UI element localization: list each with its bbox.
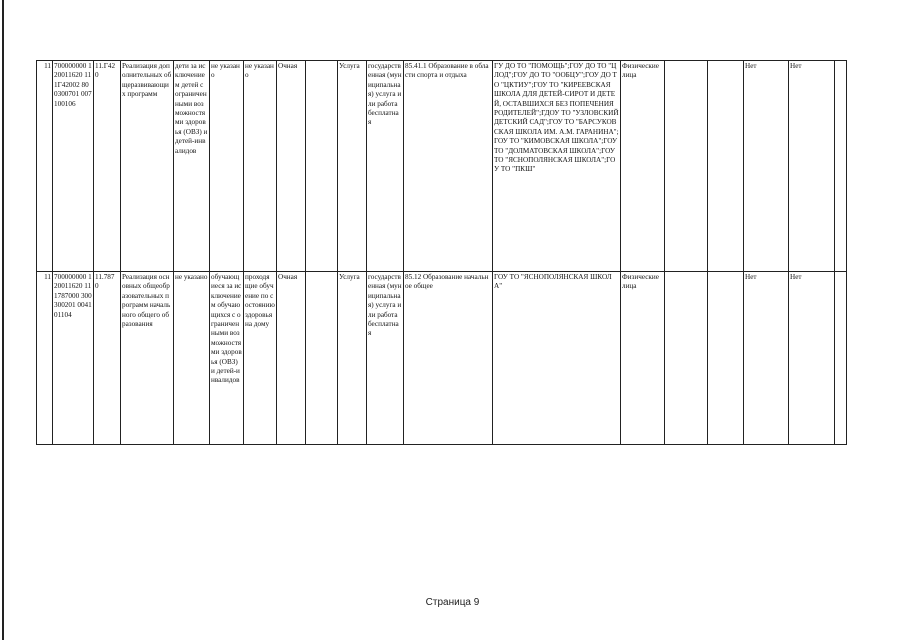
service-attribute-2: не указано <box>244 61 277 272</box>
flag-no-1: Нет <box>744 272 789 445</box>
row-number: 11 <box>37 272 53 445</box>
delivery-form: Очная <box>277 272 306 445</box>
service-attribute-1: не указано <box>210 61 244 272</box>
row-number: 11 <box>37 61 53 272</box>
flag-no-2: Нет <box>789 272 835 445</box>
item-type: Услуга <box>338 61 367 272</box>
empty-cell <box>835 272 847 445</box>
okved-code: 85.41.1 Образование в области спорта и отдыха <box>404 61 493 272</box>
service-name: Реализация основных общеобразовательных программ начального общего образования <box>121 272 174 445</box>
institutions-list: ГУ ДО ТО "ПОМОЩЬ";ГОУ ДО ТО "ЦЛОД";ГОУ ДО ТО "ООБЦУ";ГОУ ДО ТО "ЦКТИУ";ГОУ ТО "КИРЕЕВСКАЯ ШКОЛА ДЛЯ ДЕТЕЙ-СИРОТ И ДЕТЕЙ, ОСТАВШИХСЯ БЕЗ ПОПЕЧЕНИЯ РОДИТЕЛЕЙ";ГДОУ ТО "УЗЛОВСКИЙ ДЕТСКИЙ САД";ГОУ ТО "БАРСУКОВСКАЯ ШКОЛА ИМ. А.М. ГАРАНИНА";ГОУ ТО "КИМОВСКАЯ ШКОЛА";ГОУ ТО "ДОЛМАТОВСКАЯ ШКОЛА";ГОУ ТО "ЯСНОПОЛЯНСКАЯ ШКОЛА";ГОУ ТО "ПКШ" <box>493 61 621 272</box>
payment-status: государственная (муниципальная) услуга или работа бесплатная <box>367 61 404 272</box>
consumer-category: не указано <box>174 272 210 445</box>
table-row <box>37 272 847 445</box>
page-footer: Страница 9 <box>425 597 480 608</box>
empty-cell <box>835 61 847 272</box>
delivery-form: Очная <box>277 61 306 272</box>
service-name: Реализация дополнительных общеразвивающих программ <box>121 61 174 272</box>
table-row <box>37 61 847 272</box>
registry-subcode: 11.787 0 <box>94 272 121 445</box>
flag-no-1: Нет <box>744 61 789 272</box>
registry-code: 700000000 120011620 111Г42002 800300701 007100106 <box>53 61 94 272</box>
empty-cell <box>306 61 338 272</box>
institutions-list: ГОУ ТО "ЯСНОПОЛЯНСКАЯ ШКОЛА" <box>493 272 621 445</box>
registry-subcode: 11.Г42 0 <box>94 61 121 272</box>
payment-status: государственная (муниципальная) услуга или работа бесплатная <box>367 272 404 445</box>
registry-code: 700000000 120011620 111787000 300300201 004101104 <box>53 272 94 445</box>
empty-cell <box>306 272 338 445</box>
service-attribute-1: обучающиеся за исключением обучающихся с ограниченными возможностями здоровья (ОВЗ) и детей-инвалидов <box>210 272 244 445</box>
consumers: Физические лица <box>621 61 665 272</box>
empty-cell <box>665 61 708 272</box>
consumer-category: дети за исключением детей с ограниченными возможностями здоровья (ОВЗ) и детей-инвалидов <box>174 61 210 272</box>
empty-cell <box>708 272 744 445</box>
consumers: Физические лица <box>621 272 665 445</box>
empty-cell <box>665 272 708 445</box>
item-type: Услуга <box>338 272 367 445</box>
okved-code: 85.12 Образование начальное общее <box>404 272 493 445</box>
service-attribute-2: проходящие обучение по состоянию здоровья на дому <box>244 272 277 445</box>
registry-table <box>36 60 847 445</box>
page-left-edge-line <box>2 0 4 640</box>
flag-no-2: Нет <box>789 61 835 272</box>
empty-cell <box>708 61 744 272</box>
